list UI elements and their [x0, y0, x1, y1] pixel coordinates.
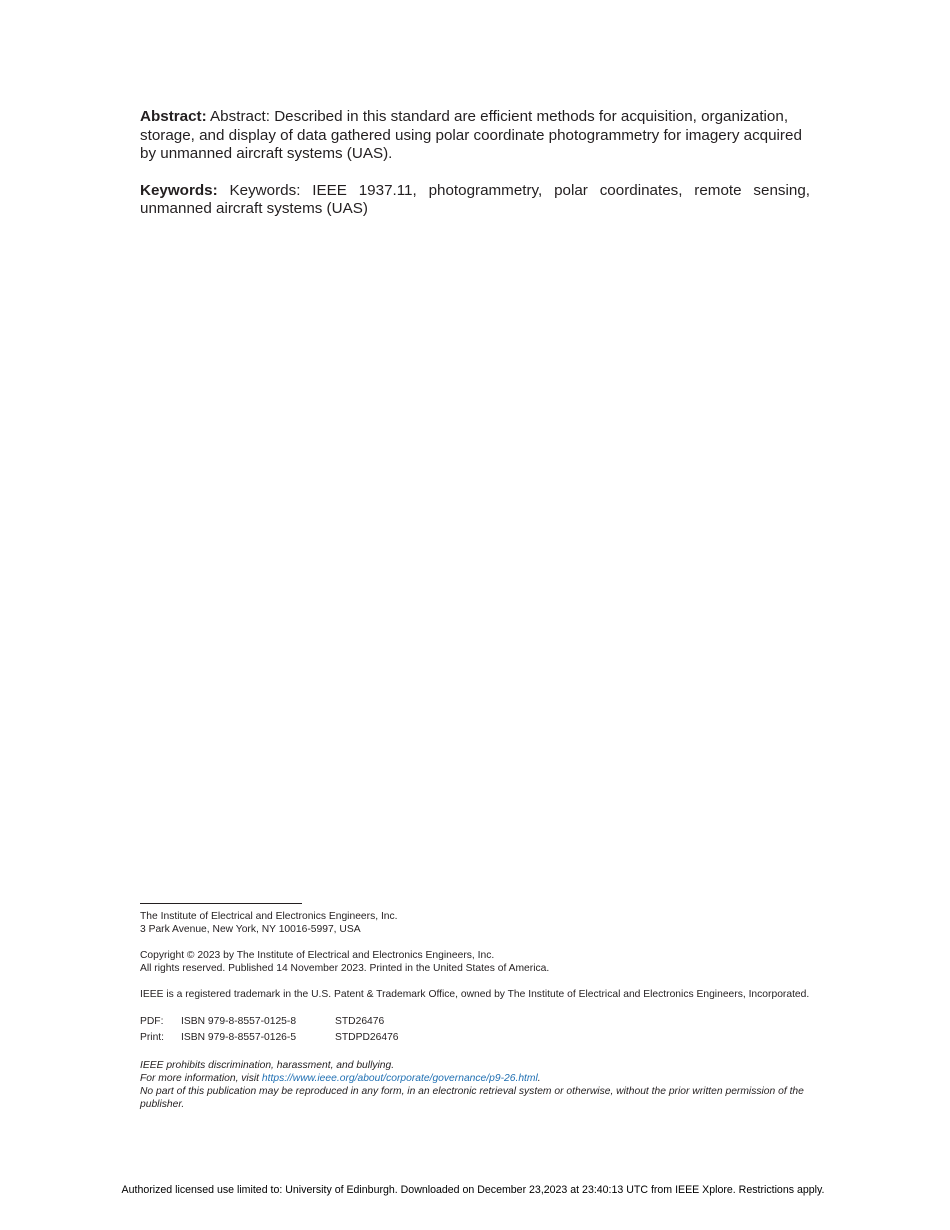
more-info-prefix: For more information, visit	[140, 1073, 262, 1084]
footnote-divider	[140, 903, 302, 904]
rights-line: All rights reserved. Published 14 November 2023. Printed in the United States of America.	[140, 963, 550, 974]
keywords-text: Keywords: IEEE 1937.11, photogrammetry, polar coordinates, remote sensing, unmanned aircraft systems (UAS)	[140, 181, 810, 217]
more-info-suffix: .	[537, 1073, 541, 1084]
publication-info	[140, 910, 815, 1111]
publisher-address: 3 Park Avenue, New York, NY 10016-5997, USA	[140, 924, 361, 935]
isbn-number: ISBN 979-8-8557-0125-8	[181, 1016, 297, 1027]
isbn-number: ISBN 979-8-8557-0126-5	[181, 1032, 297, 1043]
discrimination-notice: IEEE prohibits discrimination, harassment, and bullying.	[140, 1060, 395, 1071]
isbn-row-print	[140, 1030, 399, 1046]
isbn-table	[140, 1014, 399, 1046]
reproduction-notice: No part of this publication may be reproduced in any form, in an electronic retrieval system or otherwise, without the prior written permission of the publisher.	[140, 1086, 804, 1110]
policy-link[interactable]: https://www.ieee.org/about/corporate/governance/p9-26.html	[261, 1073, 538, 1084]
trademark-notice: IEEE is a registered trademark in the U.S. Patent & Trademark Office, owned by The Institute of Electrical and Electronics Engineers, Incorporated.	[140, 989, 810, 1000]
abstract-label: Abstract:	[140, 108, 207, 125]
keywords-paragraph	[140, 182, 810, 219]
authorization-banner: Authorized licensed use limited to: University of Edinburgh. Downloaded on December 23,2023 at 23:40:13 UTC from IEEE Xplore. Restrictions apply.	[121, 1184, 825, 1196]
isbn-row-pdf	[140, 1014, 399, 1030]
publisher-name: The Institute of Electrical and Electronics Engineers, Inc.	[140, 911, 398, 922]
abstract-text: Abstract: Described in this standard are efficient methods for acquisition, organization, storage, and display of data gathered using polar coordinate photogrammetry for imagery acquired by unmanned aircraft systems (UAS).	[140, 108, 802, 162]
legal-notice	[140, 1059, 815, 1111]
publisher-block	[140, 910, 815, 936]
isbn-format: Print:	[140, 1032, 165, 1043]
std-number: STDPD26476	[335, 1032, 399, 1043]
copyright-line: Copyright © 2023 by The Institute of Electrical and Electronics Engineers, Inc.	[140, 950, 495, 961]
copyright-block	[140, 949, 815, 975]
more-info-line	[140, 1072, 815, 1085]
abstract-section	[140, 108, 810, 219]
std-number: STD26476	[335, 1016, 385, 1027]
keywords-label: Keywords:	[140, 181, 218, 199]
abstract-paragraph	[140, 108, 810, 164]
isbn-format: PDF:	[140, 1016, 164, 1027]
